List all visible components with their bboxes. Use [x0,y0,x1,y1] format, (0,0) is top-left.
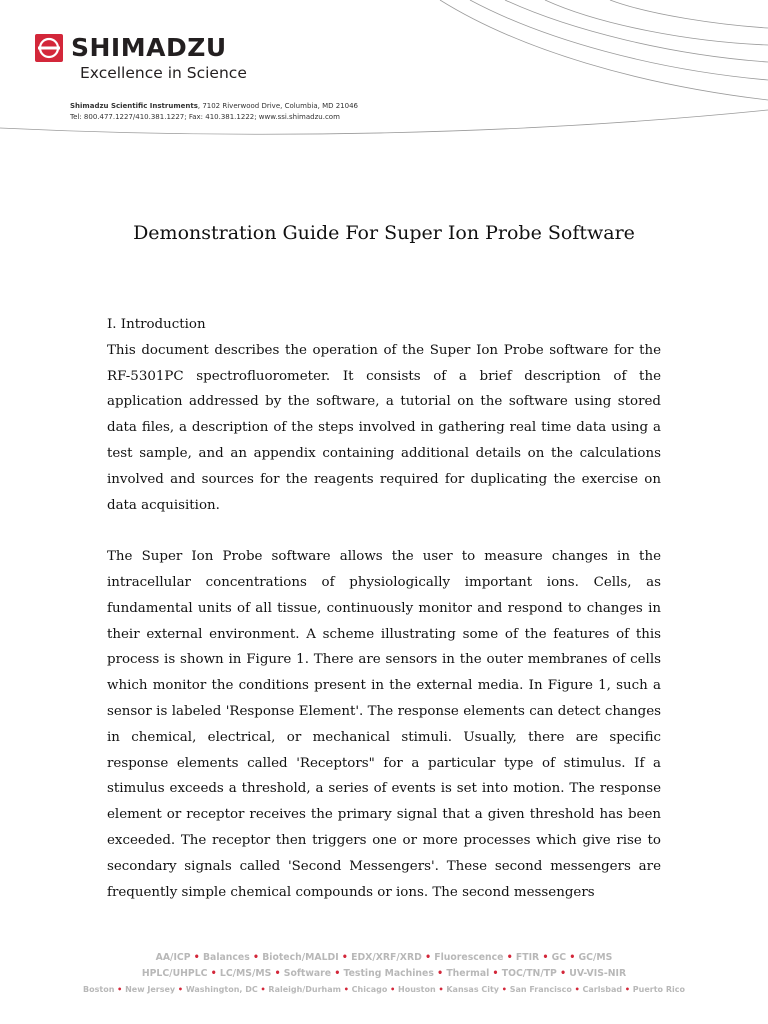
footer-separator: • [387,985,398,994]
footer-separator: • [499,985,510,994]
footer-separator: • [207,968,220,979]
footer-product: TOC/TN/TP [501,968,557,979]
footer-separator: • [435,985,447,994]
footer-product: Biotech/MALDI [262,952,339,963]
footer-separator: • [539,952,552,963]
document-title: Demonstration Guide For Super Ion Probe Software [133,222,635,244]
footer-separator: • [433,968,447,979]
footer-separator: • [340,985,352,994]
footer-product: Thermal [446,968,490,979]
brand-tagline: Excellence in Science [80,64,247,82]
footer-product: Fluorescence [434,952,504,963]
footer-separator: • [556,968,570,979]
paragraph-2: The Super Ion Probe software allows the user to measure changes in the intracellular concentrations of physiologically important ions. Cells, as fundamental units of all tissue, continuously monitor and respond to changes in their external environment. A scheme illustrating some of the features of this process is shown in Figure 1. There are sensors in the outer membranes of cells which monitor the conditions present in the external media. In Figure 1, such a sensor is labeled 'Response Element'. The response elements can detect changes in chemical, electrical, or mechanical stimuli. Usually, there are specific response elements called 'Receptors" for a particular type of stimulus. If a stimulus exceeds a threshold, a series of events is set into motion. The response element or receptor receives the primary signal that a given threshold has been exceeded. The receptor then triggers one or more processes which give rise to secondary signals called 'Second Messengers'. These second messengers are frequently simple chemical compounds or ions. The second messengers [107,549,661,900]
footer-product: UV-VIS-NIR [569,968,627,979]
footer-separator: • [114,985,126,994]
footer-location: Kansas City [446,985,500,994]
footer-product: HPLC/UHPLC [141,968,208,979]
footer-product: Balances [202,952,250,963]
footer-product: EDX/XRF/XRD [351,952,422,963]
footer-separator: • [338,952,352,963]
footer-separator: • [571,985,583,994]
company-address: , 7102 Riverwood Drive, Columbia, MD 21046 [197,102,358,110]
footer-location: Boston [83,985,115,994]
shimadzu-logo [35,34,227,62]
footer-separator: • [566,952,579,963]
footer-separator: • [331,968,344,979]
footer-product: Software [283,968,332,979]
footer-separator: • [489,968,502,979]
footer-location: Washington, DC [185,985,258,994]
footer-separator: • [503,952,516,963]
footer-product: GC/MS [578,952,613,963]
footer-separator: • [257,985,269,994]
footer-locations [0,982,768,998]
footer-separator: • [175,985,186,994]
footer-separator: • [249,952,263,963]
footer-product: GC [551,952,567,963]
footer-product: Testing Machines [343,968,434,979]
footer-location: Carlsbad [582,985,623,994]
footer-products-line-2 [0,966,768,982]
footer-location: Raleigh/Durham [268,985,341,994]
footer-product: AA/ICP [155,952,191,963]
footer-location: Puerto Rico [632,985,685,994]
footer-separator: • [190,952,203,963]
footer [0,950,768,998]
company-contact: Tel: 800.477.1227/410.381.1227; Fax: 410.381.1222; www.ssi.shimadzu.com [70,113,340,121]
footer-separator: • [421,952,435,963]
document-body [107,312,661,905]
section-heading: I. Introduction [107,317,206,332]
footer-location: Chicago [351,985,388,994]
footer-product: FTIR [515,952,540,963]
brand-name: SHIMADZU [71,33,227,62]
footer-location: Houston [398,985,436,994]
footer-location: San Francisco [509,985,572,994]
company-name: Shimadzu Scientific Instruments [70,102,198,110]
footer-products-line-1 [0,950,768,966]
footer-location: New Jersey [125,985,176,994]
footer-separator: • [622,985,633,994]
contact-block [70,101,358,123]
footer-product: LC/MS/MS [219,968,272,979]
shimadzu-emblem-icon [35,34,63,62]
paragraph-1: This document describes the operation of the Super Ion Probe software for the RF-5301PC spectrofluorometer. It consists of a brief description of the application addressed by the software, a tutorial on the software using stored data files, a description of the steps involved in gathering real time data using a test sample, and an appendix containing additional details on the calculations involved and sources for the reagents required for duplicating the exercise on data acquisition. [107,342,661,513]
footer-separator: • [271,968,284,979]
